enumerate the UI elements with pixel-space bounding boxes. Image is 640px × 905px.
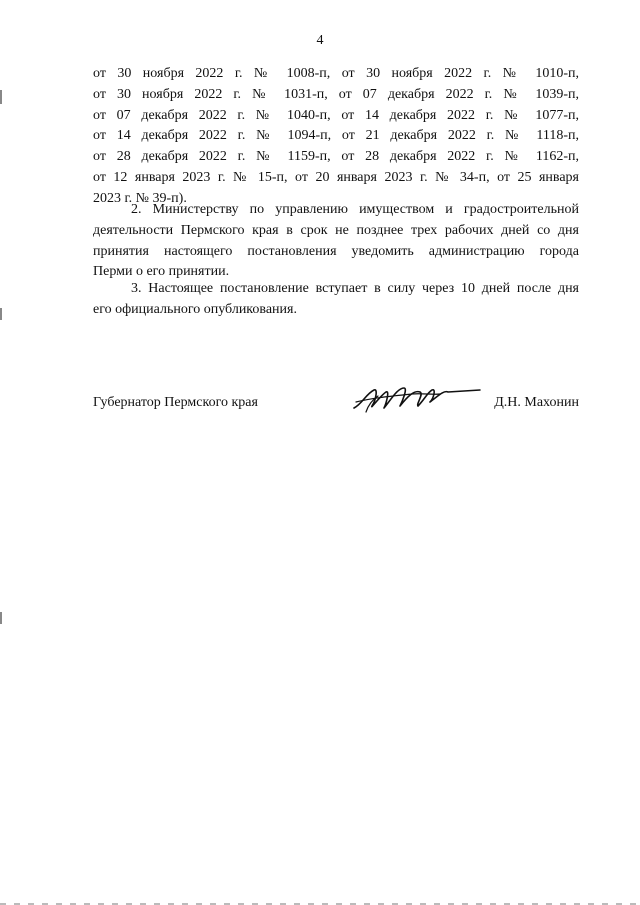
text-line: Перми о его принятии. <box>93 264 230 280</box>
paragraph-2 <box>93 200 579 283</box>
text-line: от 30 ноября 2022 г. № 1008-п, от 30 ноября 2022 г. № 1010-п, <box>93 66 579 81</box>
text-line: от 28 декабря 2022 г. № 1159-п, от 28 декабря 2022 г. № 1162-п, <box>93 149 579 165</box>
page-number: 4 <box>316 33 324 48</box>
paragraph-1 <box>93 64 579 210</box>
handwritten-signature <box>352 382 482 418</box>
text-line: от 30 ноября 2022 г. № 1031-п, от 07 декабря 2022 г. № 1039-п, <box>93 86 579 102</box>
scan-edge-mark <box>0 308 2 320</box>
text-line: его официального опубликования. <box>93 301 297 317</box>
text-line: 2023 г. № 39-п). <box>93 190 187 206</box>
signatory-name: Д.Н. Махонин <box>494 395 579 410</box>
signatory-title: Губернатор Пермского края <box>93 395 258 410</box>
scan-edge-mark <box>0 612 2 624</box>
text-line: 2. Министерству по управлению имуществом и градостроительной <box>131 202 579 217</box>
text-line: от 14 декабря 2022 г. № 1094-п, от 21 декабря 2022 г. № 1118-п, <box>93 128 579 144</box>
signature-block <box>93 395 579 419</box>
text-line: от 12 января 2023 г. № 15-п, от 20 января 2023 г. № 34-п, от 25 января <box>93 169 579 185</box>
text-line: принятия настоящего постановления уведомить администрацию города <box>93 243 579 259</box>
paragraph-3 <box>93 279 579 321</box>
text-line: от 07 декабря 2022 г. № 1040-п, от 14 декабря 2022 г. № 1077-п, <box>93 107 579 123</box>
text-line: деятельности Пермского края в срок не позднее трех рабочих дней со дня <box>93 222 579 238</box>
scan-edge-mark <box>0 90 2 104</box>
text-line: 3. Настоящее постановление вступает в силу через 10 дней после дня <box>131 281 579 296</box>
